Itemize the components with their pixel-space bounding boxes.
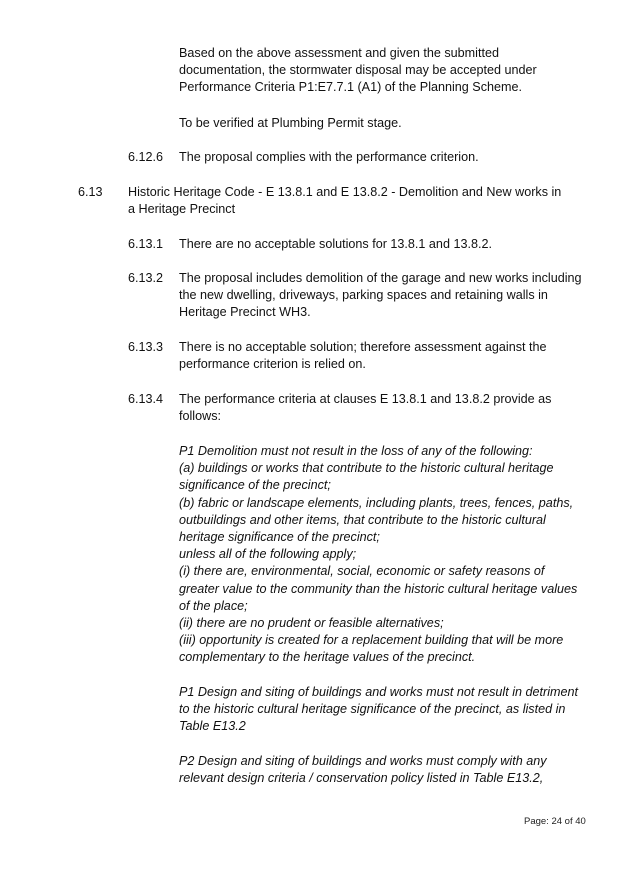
p1-design-criteria: P1 Design and siting of buildings and works must not result in detriment to the historic cultural heritage significance of the precinct, as listed in Table E13.2 bbox=[179, 685, 579, 734]
item-number-6-13-4: 6.13.4 bbox=[128, 392, 164, 406]
stormwater-paragraph: Based on the above assessment and given the submitted documentation, the stormwater disposal may be accepted under Performance Criteria P1:E7.7.1 (A1) of the Planning Scheme. bbox=[179, 46, 537, 95]
p1-demolition-clause-i: (i) there are, environmental, social, economic or safety reasons of greater value to the community than the historic cultural heritage values of the place; bbox=[179, 564, 578, 613]
item-number-6-13-1: 6.13.1 bbox=[128, 237, 164, 251]
item-text-6-13-3: There is no acceptable solution; therefore assessment against the performance criterion is relied on. bbox=[179, 340, 547, 372]
p1-demolition-heading: P1 Demolition must not result in the loss of any of the following: bbox=[179, 444, 533, 458]
item-text-6-13-2: The proposal includes demolition of the garage and new works including the new dwelling, driveways, parking spaces and retaining walls in Heritage Precinct WH3. bbox=[179, 271, 582, 320]
item-text-6-13-1: There are no acceptable solutions for 13.8.1 and 13.8.2. bbox=[179, 237, 492, 251]
item-number-6-13-3: 6.13.3 bbox=[128, 340, 164, 354]
section-number-6-13: 6.13 bbox=[78, 185, 103, 199]
section-title-6-13: Historic Heritage Code - E 13.8.1 and E 13.8.2 - Demolition and New works in a Heritage Precinct bbox=[128, 185, 562, 217]
p1-demolition-clause-a: (a) buildings or works that contribute to the historic cultural heritage significance of the precinct; bbox=[179, 461, 554, 493]
item-text-6-12-6: The proposal complies with the performance criterion. bbox=[179, 150, 479, 164]
item-number-6-13-2: 6.13.2 bbox=[128, 271, 164, 285]
p1-demolition-criteria bbox=[179, 443, 584, 667]
item-text-6-13-4: The performance criteria at clauses E 13.8.1 and 13.8.2 provide as follows: bbox=[179, 392, 552, 424]
p2-design-criteria: P2 Design and siting of buildings and works must comply with any relevant design criteria / conservation policy listed in Table E13.2, bbox=[179, 754, 547, 786]
item-number-6-12-6: 6.12.6 bbox=[128, 150, 164, 164]
p1-demolition-clause-b: (b) fabric or landscape elements, including plants, trees, fences, paths, outbuildings and other items, that contribute to the historic cultural heritage significance of the precinct; bbox=[179, 495, 574, 545]
page-number: Page: 24 of 40 bbox=[524, 816, 586, 827]
p1-demolition-clause-iii: (iii) opportunity is created for a replacement building that will be more complementary to the heritage values of the precinct. bbox=[179, 633, 564, 665]
plumbing-permit-note: To be verified at Plumbing Permit stage. bbox=[179, 116, 402, 130]
p1-demolition-unless: unless all of the following apply; bbox=[179, 547, 357, 562]
p1-demolition-clause-ii: (ii) there are no prudent or feasible alternatives; bbox=[179, 616, 444, 631]
